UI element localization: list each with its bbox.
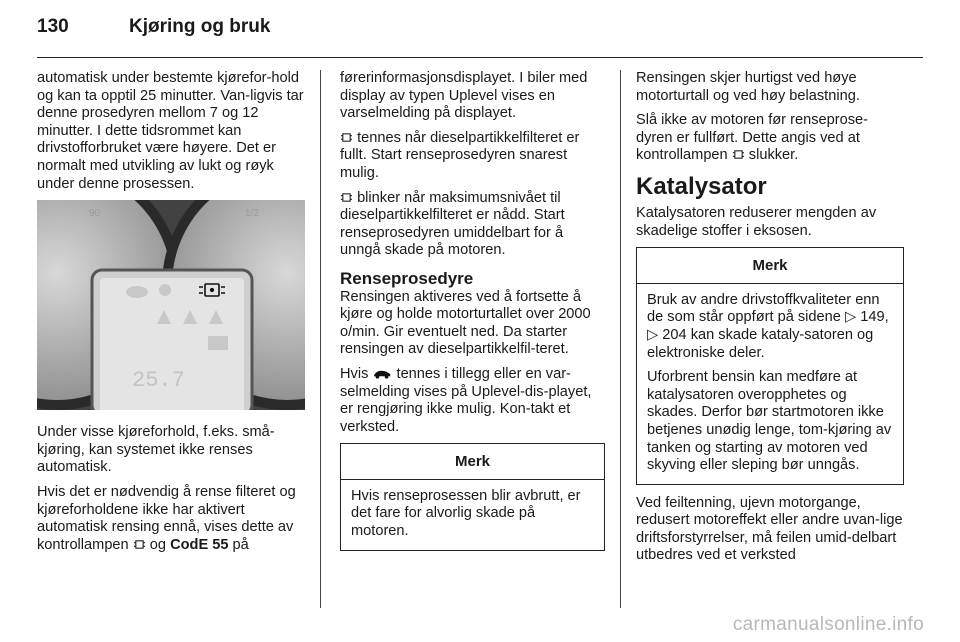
- dpf-warning-icon: [340, 192, 353, 203]
- page-number: 130: [37, 16, 69, 37]
- paragraph: Under visse kjøreforhold, f.eks. små-kjøring, kan systemet ikke renses automatisk.: [37, 424, 275, 476]
- cluster-illustration: [37, 200, 305, 410]
- column-1: [37, 70, 305, 561]
- page-header: [37, 16, 270, 38]
- page-reference-arrow-icon[interactable]: ▷: [844, 309, 857, 326]
- column-divider-1: [320, 70, 321, 608]
- page-title: Kjøring og bruk: [129, 16, 271, 37]
- note-title: Merk: [341, 444, 604, 480]
- note-title: Merk: [637, 248, 903, 284]
- note-text: Bruk av andre drivstoffkvaliteter enn de som står oppført på sidene ▷ 149, ▷ 204 kan skade kataly-satoren og elektroniske deler.: [647, 291, 889, 361]
- display-value: 25.7: [132, 368, 185, 394]
- paragraph: Slå ikke av motoren før renseprose-dyren er fullført. Dette angis ved at kontrollampen slukker.: [636, 112, 868, 164]
- section-heading: Renseprosedyre: [340, 268, 474, 288]
- column-3: [636, 70, 904, 572]
- note-text: Uforbrent bensin kan medføre at katalysatoren overopphetes og skades. Derfor bør startmotoren ikke betjenes unødig lenge, tom-kjøring av tanken og starting av motoren ved skyving eller sleping bør unngås.: [647, 369, 892, 474]
- column-divider-2: [620, 70, 621, 608]
- page-reference-link[interactable]: 149,: [860, 309, 889, 326]
- section-heading: Katalysator: [636, 172, 767, 200]
- service-vehicle-icon: [372, 368, 392, 379]
- watermark: carmanualsonline.info: [732, 614, 924, 635]
- note-box: [340, 443, 605, 550]
- paragraph: Ved feiltenning, ujevn motorgange, redusert motoreffekt eller andre uvan-lige driftsforstyrrelser, må feilen umid-delbart utbedres ved et verksted: [636, 494, 903, 564]
- dial-left-label: 90: [89, 208, 101, 220]
- column-2: [340, 70, 605, 561]
- paragraph: Rensingen aktiveres ved å fortsette å kjøre og holde motorturtallet over 2000 o/min. Gir eventuelt ned. Da starter rensingen av dieselpartikkelfil-teret.: [340, 288, 591, 358]
- header-rule: [37, 57, 923, 58]
- paragraph: Rensingen skjer hurtigst ved høye motorturtall og ved høy belastning.: [636, 70, 860, 104]
- dpf-warning-icon: [732, 149, 745, 160]
- paragraph: Katalysatoren reduserer mengden av skadelige stoffer i eksosen.: [636, 204, 877, 239]
- paragraph: automatisk under bestemte kjørefor-hold og kan ta opptil 25 minutter. Van-ligvis tar denne prosedyren mellom 7 og 12 minutter. I dette tidsrommet kan drivstofforbruket være høyere. Det er normalt med utvikling av lukt og røyk under denne prosessen.: [37, 70, 304, 192]
- instrument-display-figure: [37, 200, 305, 410]
- paragraph: Hvis det er nødvendig å rense filteret og kjøreforholdene ikke har aktivert automatisk rensing ennå, vises dette av kontrollampen og CodE 55 på: [37, 483, 296, 553]
- paragraph: blinker når maksimumsnivået til dieselpartikkelfilteret er nådd. Start renseprosedyren umiddelbart for å unngå skade på motoren.: [340, 189, 565, 259]
- code-e55: CodE 55: [170, 536, 229, 553]
- page-reference-arrow-icon[interactable]: ▷: [647, 326, 659, 343]
- dpf-warning-icon: [133, 539, 146, 550]
- paragraph: tennes når dieselpartikkelfilteret er fullt. Start renseprosedyren snarest mulig.: [340, 129, 580, 181]
- paragraph: førerinformasjonsdisplayet. I biler med display av typen Uplevel vises en varselmelding på displayet.: [340, 70, 588, 122]
- dpf-warning-icon: [340, 132, 353, 143]
- note-box: [636, 247, 904, 485]
- paragraph: Hvis tennes i tillegg eller en var-selmelding vises på Uplevel-dis-playet, er rengjøring ikke mulig. Kon-takt et verksted.: [340, 365, 592, 435]
- note-text: Hvis renseprosessen blir avbrutt, er det fare for alvorlig skade på motoren.: [351, 487, 581, 540]
- dial-right-label: 1/2: [245, 208, 259, 220]
